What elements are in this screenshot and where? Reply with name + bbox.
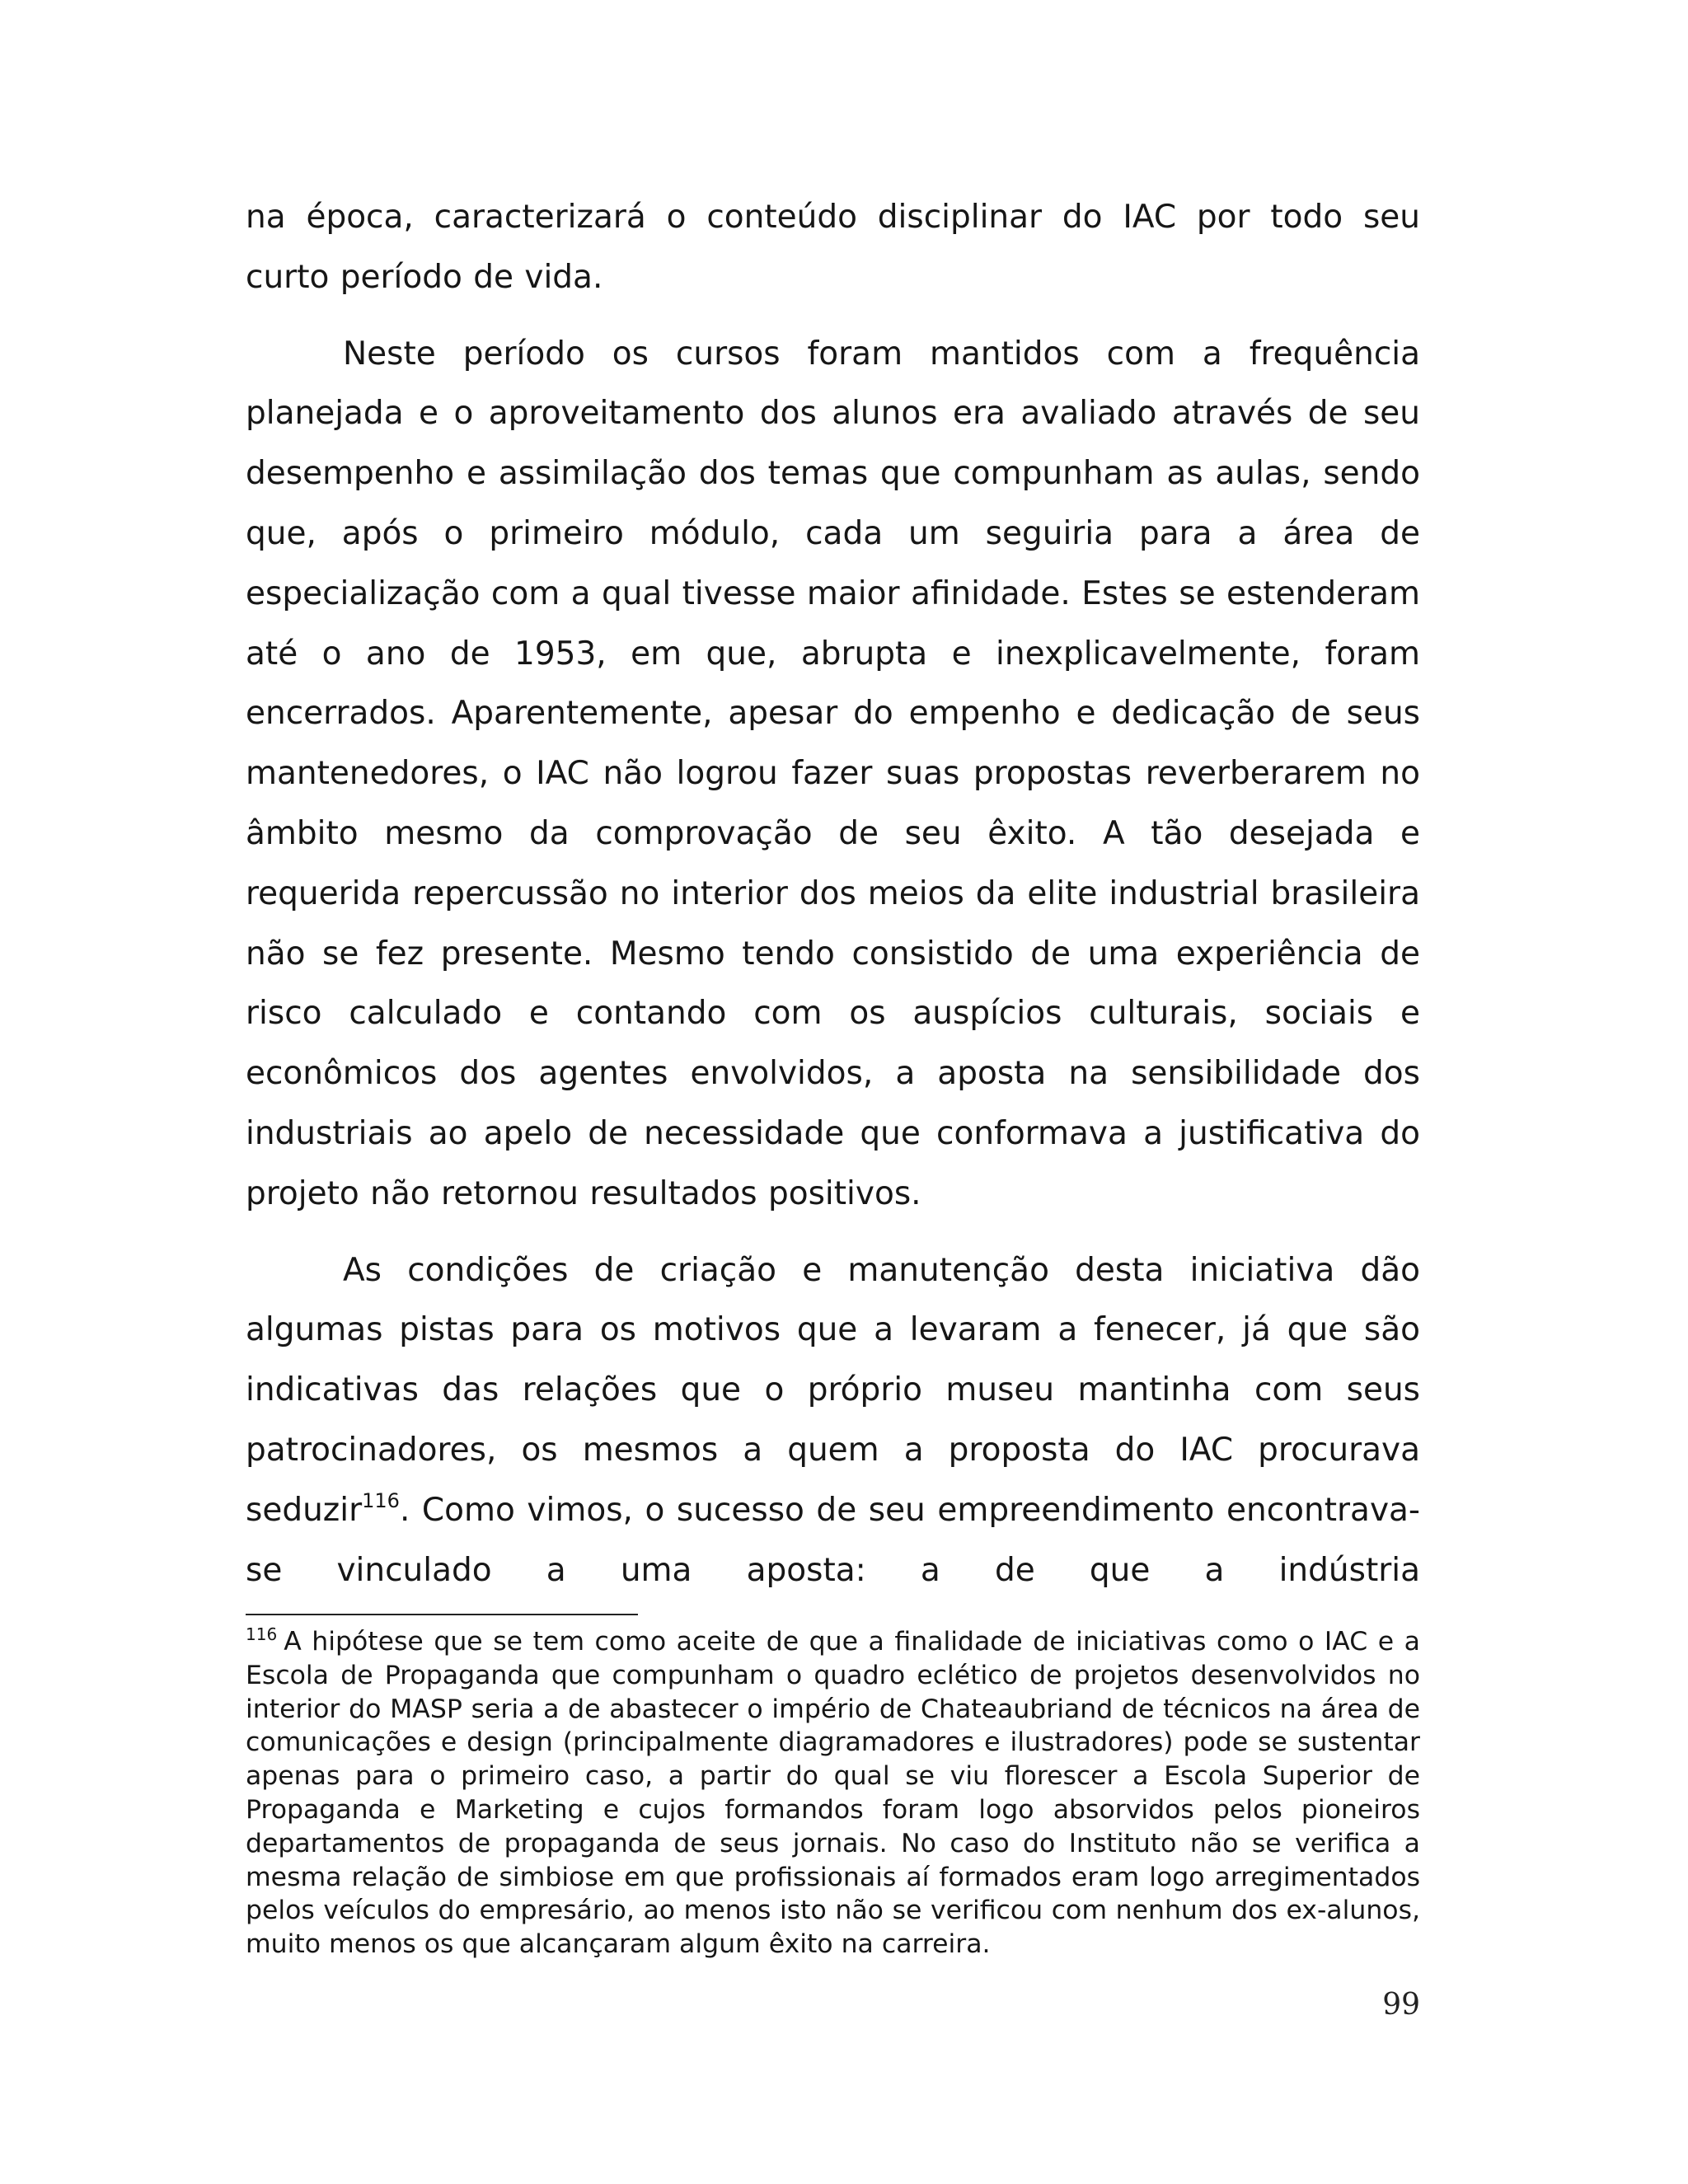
paragraph-courses: Neste período os cursos foram mantidos com a frequência planejada e o aproveitamento dos alunos era avaliado através de seu desempenho e assimilação dos temas que compunham as aulas, sendo que, após o primeiro módulo, cada um seguiria para a área de especialização com a qual tivesse maior afinidade. Estes se estenderam até o ano de 1953, em que, abrupta e inexplicavelmente, foram encerrados. Aparentemente, apesar do empenho e dedicação de seus mantenedores, o IAC não logrou fazer suas propostas reverberarem no âmbito mesmo da comprovação de seu êxito. A tão desejada e requerida repercussão no interior dos meios da elite industrial brasileira não se fez presente. Mesmo tendo consistido de uma experiência de risco calculado e contando com os auspícios culturais, sociais e econômicos dos agentes envolvidos, a aposta na sensibilidade dos industriais ao apelo de necessidade que conformava a justificativa do projeto não retornou resultados positivos. (246, 335, 1420, 1212)
footnote-text: A hipótese que se tem como aceite de que a finalidade de iniciativas como o IAC e a Escola de Propaganda que compunham o quadro eclético de projetos desenvolvidos no interior do MASP seria a de abastecer o império de Chateaubriand de técnicos na área de comunicações e design (principalmente diagramadores e ilustradores) pode se sustentar apenas para o primeiro caso, a partir do qual se viu florescer a Escola Superior de Propaganda e Marketing e cujos formandos foram logo absorvidos pelos pioneiros departamentos de propaganda de seus jornais. No caso do Instituto não se verifica a mesma relação de simbiose em que profissionais aí formados eram logo arregimentados pelos veículos do empresário, ao menos isto não se verificou com nenhum dos ex-alunos, muito menos os que alcançaram algum êxito na carreira. (246, 1627, 1420, 1960)
paragraph-conditions (246, 1241, 1420, 1601)
paragraph-conditions-text: As condições de criação e manutenção desta iniciativa dão algumas pistas para os motivos que a levaram a fenecer, já que são indicativas das relações que o próprio museu mantinha com seus patrocinadores, os mesmos a quem a proposta do IAC procurava seduzir (246, 1251, 1420, 1529)
body-text (246, 188, 1420, 1601)
footnote-number: 116 (246, 1624, 278, 1644)
page-number: 99 (1382, 1988, 1420, 2022)
footnote-reference[interactable]: 116 (362, 1488, 400, 1512)
footnote-separator (246, 1614, 638, 1615)
paragraph-continuation: na época, caracterizará o conteúdo disciplinar do IAC por todo seu curto período de vida. (246, 199, 1420, 296)
footnote (246, 1625, 1420, 1961)
paragraph-conditions-text-cont: . Como vimos, o sucesso de seu empreendimento encontrava-se vinculado a uma aposta: a de que a indústria (246, 1491, 1420, 1589)
